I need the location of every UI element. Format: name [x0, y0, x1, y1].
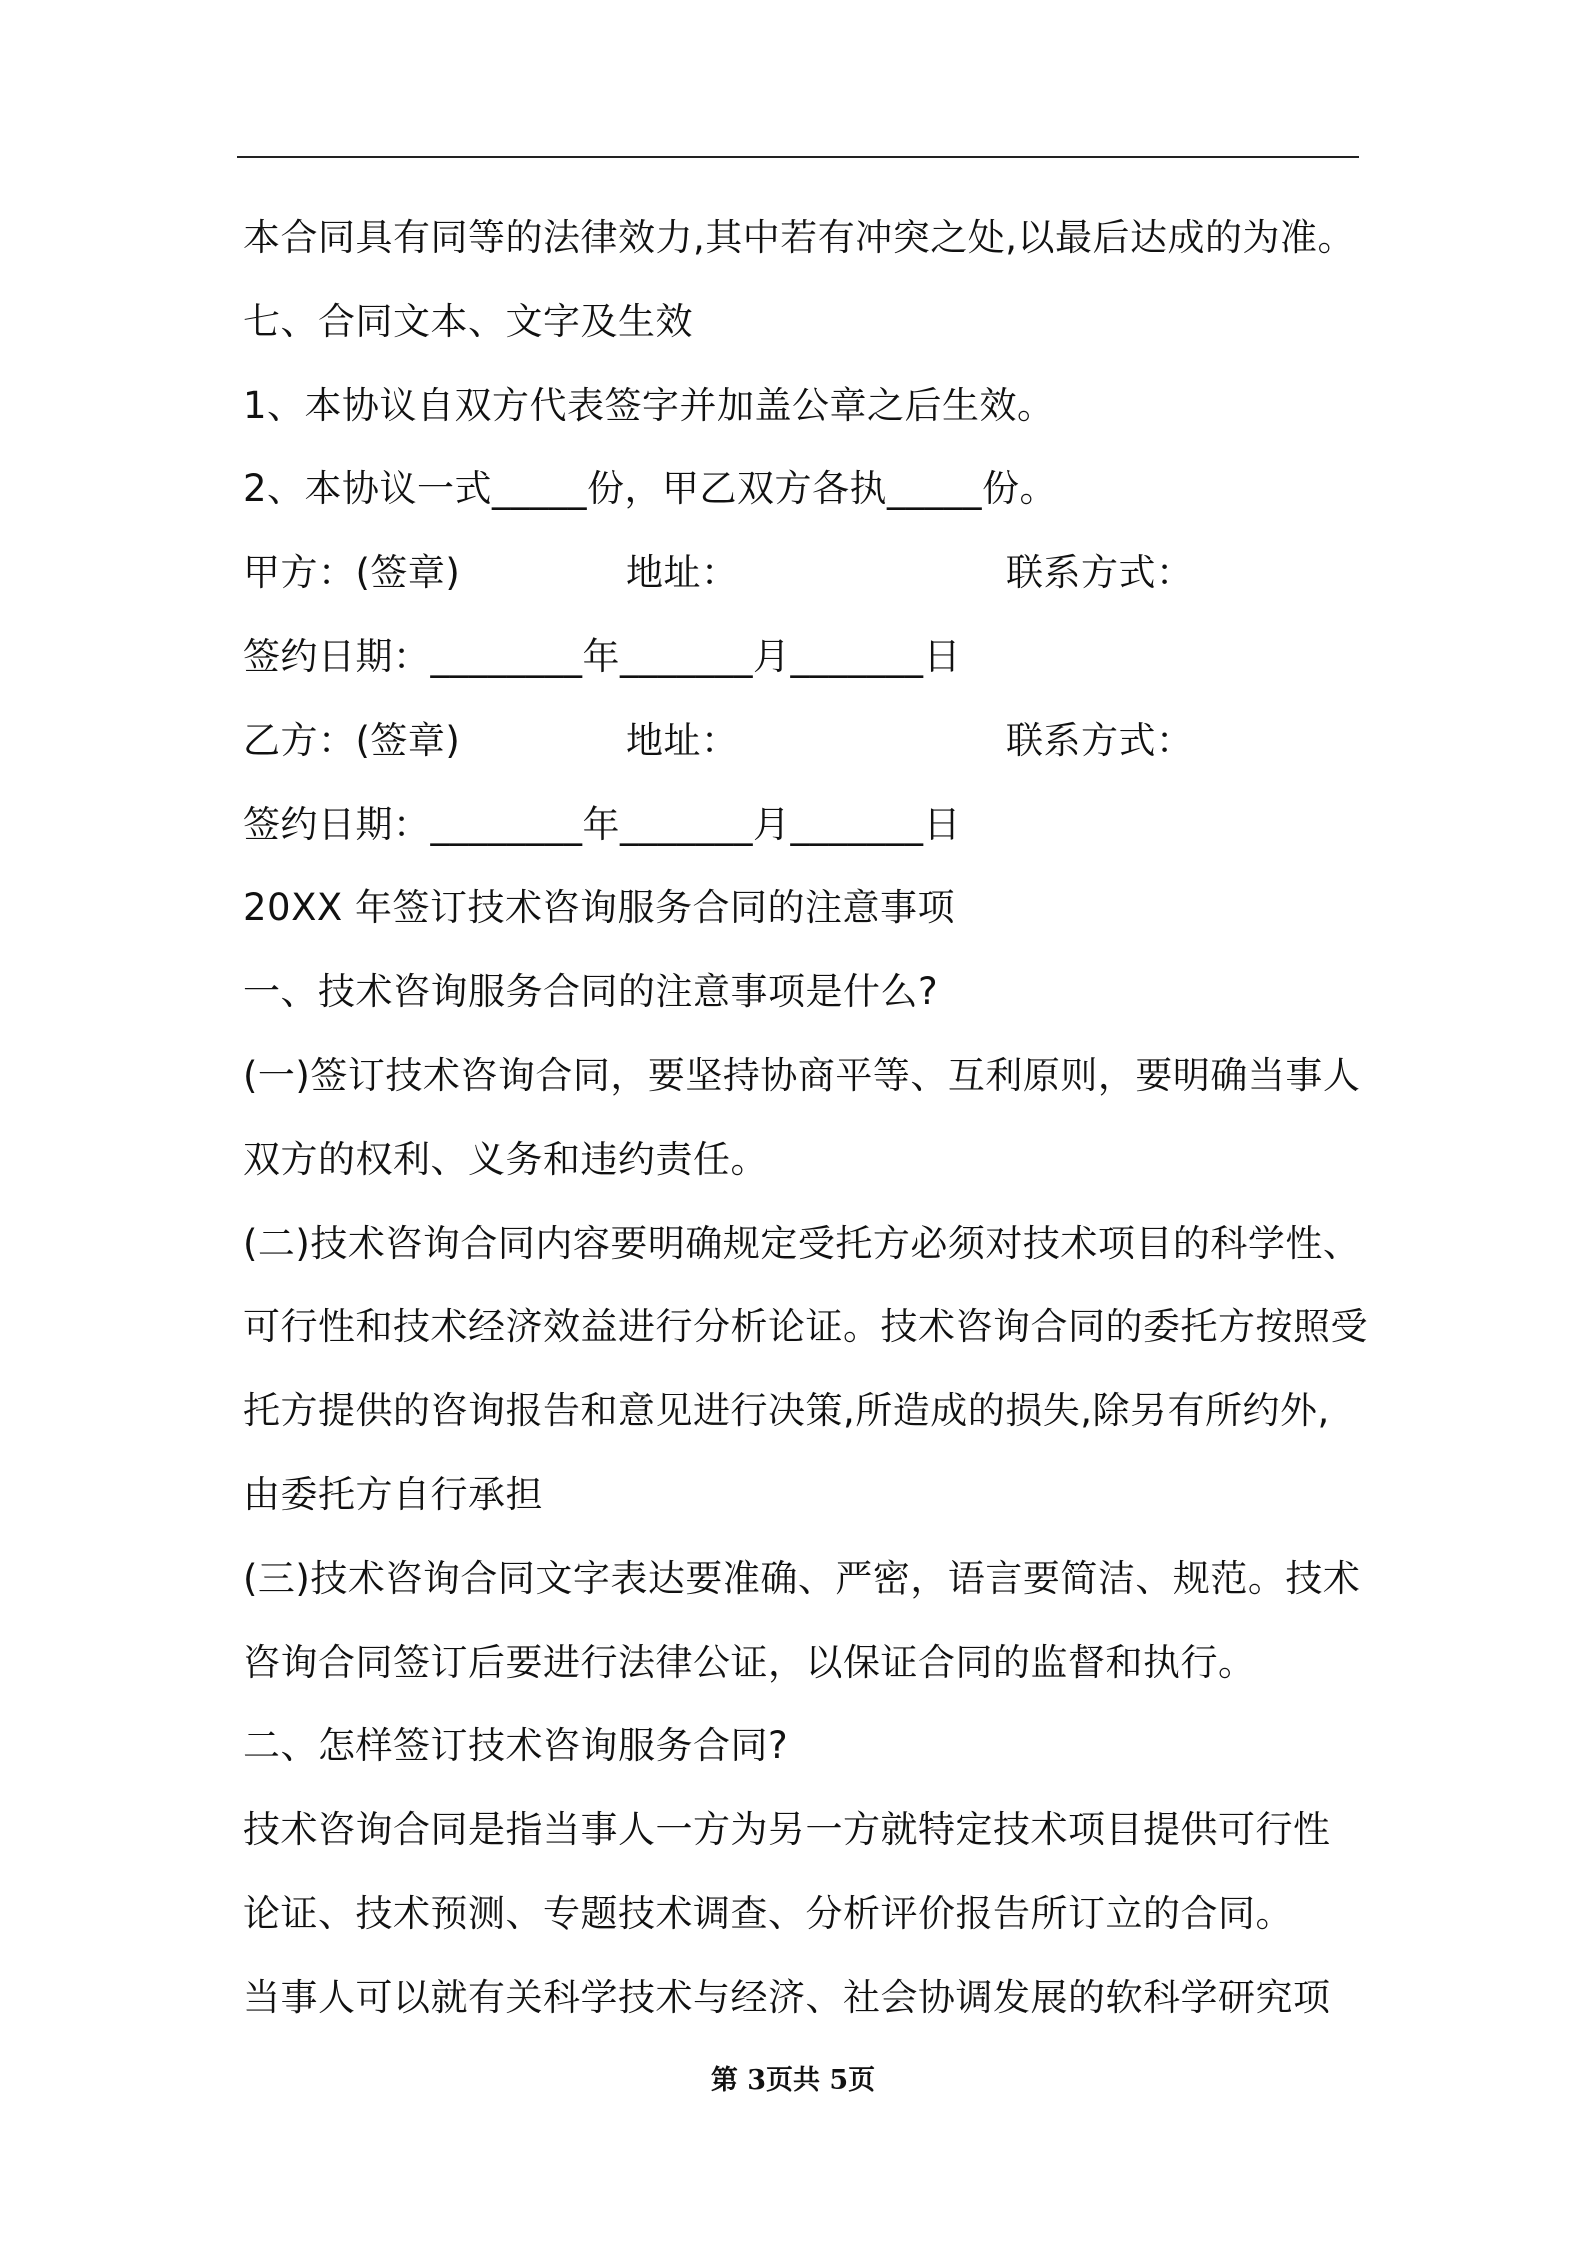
article-title: 20XX 年签订技术咨询服务合同的注意事项	[243, 886, 956, 930]
party-a-date: 签约日期：________年_______月_______日	[243, 634, 961, 678]
paragraph-line: 论证、技术预测、专题技术调查、分析评价报告所订立的合同。	[243, 1891, 1293, 1935]
document-body	[243, 196, 1368, 2040]
party-a-row	[243, 531, 1363, 615]
party-b-row	[243, 699, 1363, 783]
party-b-label: 乙方：(签章)	[243, 718, 461, 762]
paragraph-line: 1、本协议自双方代表签字并加盖公章之后生效。	[243, 383, 1055, 427]
paragraph-line: (二)技术咨询合同内容要明确规定受托方必须对技术项目的科学性、	[243, 1221, 1361, 1265]
paragraph-line: 双方的权利、义务和违约责任。	[243, 1137, 768, 1181]
paragraph-line: 2、本协议一式_____份，甲乙双方各执_____份。	[243, 467, 1058, 511]
header-rule	[237, 156, 1359, 158]
paragraph-line: 咨询合同签订后要进行法律公证，以保证合同的监督和执行。	[243, 1640, 1256, 1684]
party-a-label: 甲方：(签章)	[243, 551, 461, 595]
section-heading: 一、技术咨询服务合同的注意事项是什么?	[243, 970, 939, 1014]
paragraph-line: 当事人可以就有关科学技术与经济、社会协调发展的软科学研究项	[243, 1975, 1331, 2019]
party-b-contact: 联系方式：	[1006, 718, 1194, 762]
page-number: 第 3页共 5页	[710, 2065, 876, 2096]
paragraph-line: 托方提供的咨询报告和意见进行决策,所造成的损失,除另有所约外,	[243, 1389, 1330, 1433]
paragraph-line: 由委托方自行承担	[243, 1472, 543, 1516]
paragraph-line: 可行性和技术经济效益进行分析论证。技术咨询合同的委托方按照受	[243, 1305, 1368, 1349]
paragraph-line: 本合同具有同等的法律效力,其中若有冲突之处,以最后达成的为准。	[243, 216, 1356, 259]
party-b-address: 地址：	[626, 718, 739, 762]
paragraph-line: (三)技术咨询合同文字表达要准确、严密，语言要简洁、规范。技术	[243, 1556, 1361, 1600]
section-heading: 二、怎样签订技术咨询服务合同?	[243, 1724, 789, 1768]
party-b-date: 签约日期：________年_______月_______日	[243, 802, 961, 846]
section-heading: 七、合同文本、文字及生效	[243, 299, 693, 343]
party-a-contact: 联系方式：	[1006, 551, 1194, 595]
paragraph-line: 技术咨询合同是指当事人一方为另一方就特定技术项目提供可行性	[243, 1808, 1331, 1852]
party-a-address: 地址：	[626, 551, 739, 595]
paragraph-line: (一)签订技术咨询合同，要坚持协商平等、互利原则，要明确当事人	[243, 1053, 1361, 1097]
